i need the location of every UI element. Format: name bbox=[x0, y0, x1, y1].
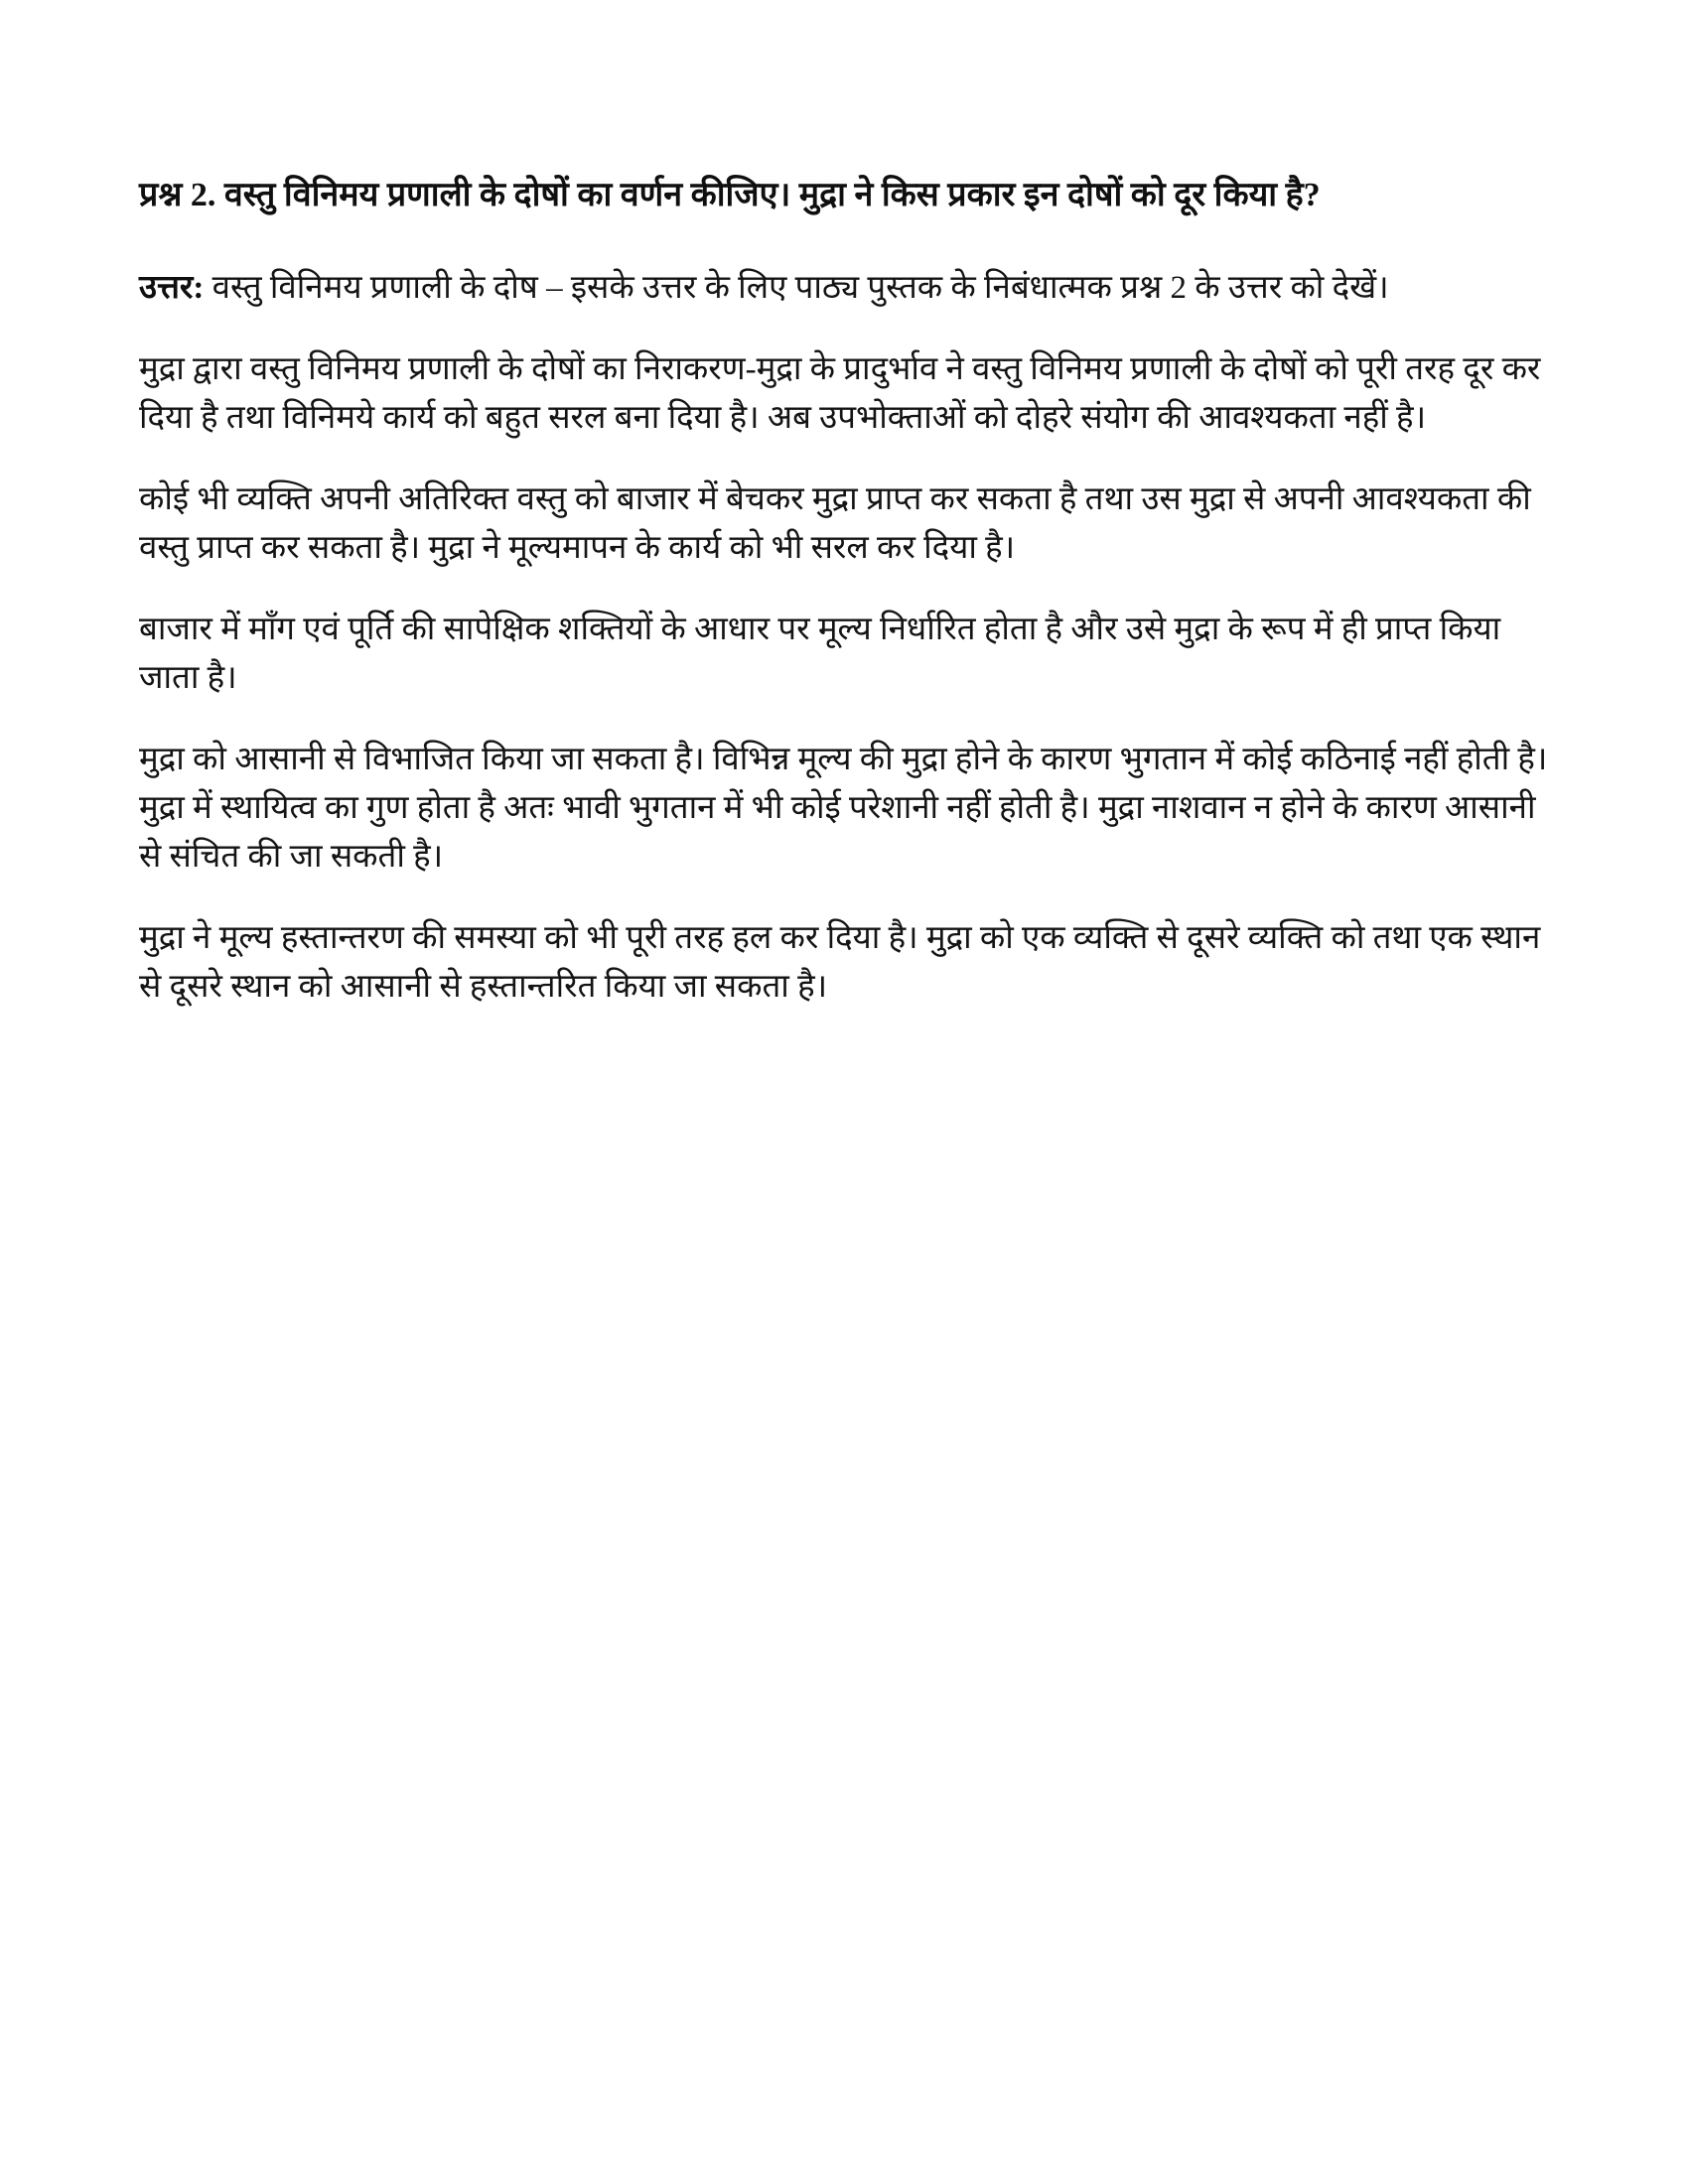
document-page bbox=[139, 171, 1553, 1044]
body-paragraph-1: मुद्रा द्वारा वस्तु विनिमय प्रणाली के दोषों का निराकरण-मुद्रा के प्रादुर्भाव ने वस्तु विनिमय प्रणाली के दोषों को पूरी तरह दूर कर दिया है तथा विनिमये कार्य को बहुत सरल बना दिया है। अब उपभोक्ताओं को दोहरे संयोग की आवश्यकता नहीं है। bbox=[139, 351, 1541, 436]
answer-paragraph bbox=[139, 264, 1553, 313]
body-paragraph-5: मुद्रा ने मूल्य हस्तान्तरण की समस्या को भी पूरी तरह हल कर दिया है। मुद्रा को एक व्यक्ति से दूसरे व्यक्ति को तथा एक स्थान से दूसरे स्थान को आसानी से हस्तान्तरित किया जा सकता है। bbox=[139, 920, 1541, 1005]
question-heading: प्रश्न 2. वस्तु विनिमय प्रणाली के दोषों का वर्णन कीजिए। मुद्रा ने किस प्रकार इन दोषों को दूर किया है? bbox=[139, 177, 1321, 213]
answer-label: उत्तर: bbox=[139, 270, 205, 306]
body-paragraph-2: कोई भी व्यक्ति अपनी अतिरिक्त वस्तु को बाजार में बेचकर मुद्रा प्राप्त कर सकता है तथा उस मुद्रा से अपनी आवश्यकता की वस्तु प्राप्त कर सकता है। मुद्रा ने मूल्यमापन के कार्य को भी सरल कर दिया है। bbox=[139, 481, 1531, 566]
body-paragraph-4: मुद्रा को आसानी से विभाजित किया जा सकता है। विभिन्न मूल्य की मुद्रा होने के कारण भुगतान में कोई कठिनाई नहीं होती है। मुद्रा में स्थायित्व का गुण होता है अतः भावी भुगतान में भी कोई परेशानी नहीं होती है। मुद्रा नाशवान न होने के कारण आसानी से संचित की जा सकती है। bbox=[139, 742, 1548, 875]
answer-intro-text: वस्तु विनिमय प्रणाली के दोष – इसके उत्तर के लिए पाठ्य पुस्तक के निबंधात्मक प्रश्न 2 के उत्तर को देखें। bbox=[204, 270, 1389, 306]
body-paragraph-3: बाजार में माँग एवं पूर्ति की सापेक्षिक शक्तियों के आधार पर मूल्य निर्धारित होता है और उसे मुद्रा के रूप में ही प्राप्त किया जाता है। bbox=[139, 612, 1501, 696]
